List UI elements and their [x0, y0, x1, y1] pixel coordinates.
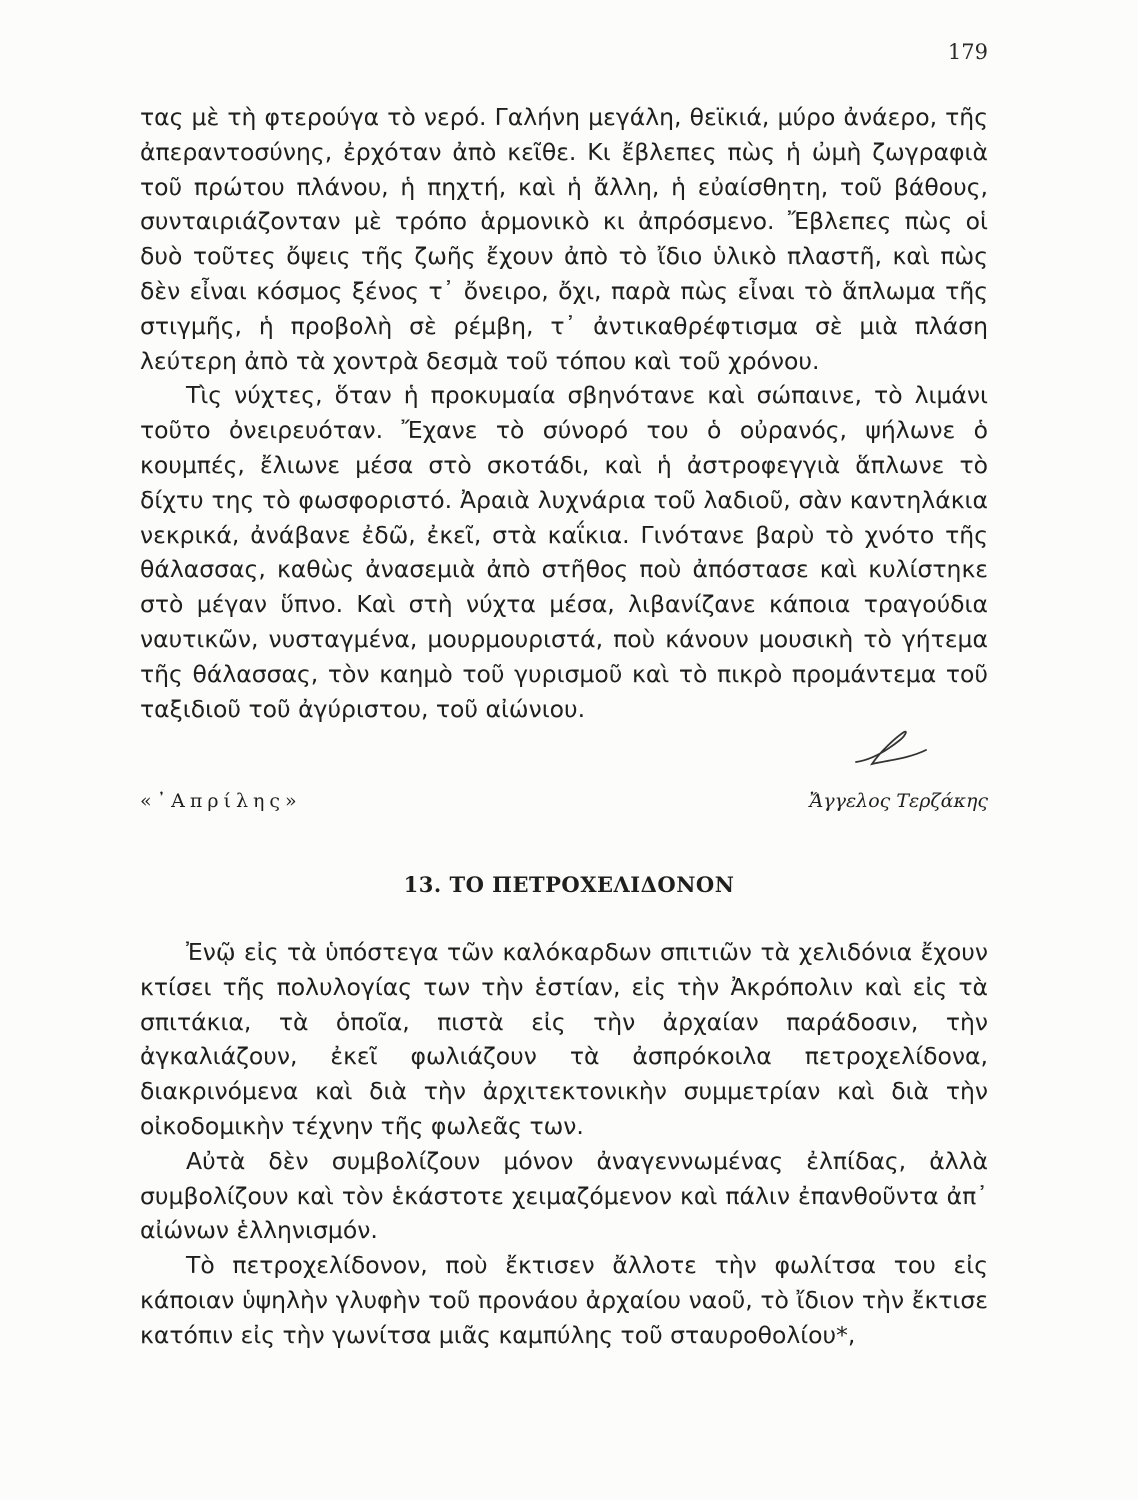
handwritten-mark-icon: [850, 722, 930, 772]
attribution-row: [140, 790, 988, 820]
top-text-block: [140, 100, 988, 726]
paragraph-1: τας μὲ τὴ φτερούγα τὸ νερό. Γαλήνη μεγάλη, θεϊκιά, μύρο ἀνάερο, τῆς ἀπεραντοσύνης, ἐρχόταν ἀπὸ κεῖθε. Κι ἔβλεπες πὼς ἡ ὠμὴ ζωγραφιὰ τοῦ πρώτου πλάνου, ἡ πηχτή, καὶ ἡ ἄλλη, ἡ εὐαίσθητη, τοῦ βάθους, συνταιριάζονταν μὲ τρόπο ἁρμονικὸ κι ἀπρόσμενο. Ἔβλεπες πὼς οἱ δυὸ τοῦτες ὄψεις τῆς ζωῆς ἔχουν ἀπὸ τὸ ἴδιο ὑλικὸ πλαστῆ, καὶ πὼς δὲν εἶναι κόσμος ξένος τ᾽ ὄνειρο, ὄχι, παρὰ πὼς εἶναι τὸ ἅπλωμα τῆς στιγμῆς, ἡ προβολὴ σὲ ρέμβη, τ᾽ ἀντικαθρέφτισμα σὲ μιὰ πλάση λεύτερη ἀπὸ τὰ χοντρὰ δεσμὰ τοῦ τόπου καὶ τοῦ χρόνου.: [140, 103, 988, 375]
section-title: 13. ΤΟ ΠΕΤΡΟΧΕΛΙΔΟΝΟΝ: [403, 872, 735, 897]
paragraph-4: Αὐτὰ δὲν συμβολίζουν μόνον ἀναγεννωμένας ἐλπίδας, ἀλλὰ συμβολίζουν καὶ τὸν ἑκάστοτε χειμαζόμενον καὶ πάλιν ἐπανθοῦντα ἀπ᾽ αἰώνων ἑλληνισμόν.: [140, 1146, 988, 1245]
bottom-text-block: [140, 935, 988, 1353]
page-number: 179: [947, 40, 988, 64]
paragraph-5: Τὸ πετροχελίδονον, ποὺ ἔκτισεν ἄλλοτε τὴν φωλίτσα του εἰς κάποιαν ὑψηλὴν γλυφὴν τοῦ προνάου ἀρχαίου ναοῦ, τὸ ἴδιον τὴν ἔκτισε κατόπιν εἰς τὴν γωνίτσα μιᾶς καμπύλης τοῦ σταυροθολίου*,: [140, 1251, 988, 1349]
paragraph-3: Ἐνῷ εἰς τὰ ὑπόστεγα τῶν καλόκαρδων σπιτιῶν τὰ χελιδόνια ἔχουν κτίσει τῆς πολυλογίας των τὴν ἑστίαν, εἰς τὴν Ἀκρόπολιν καὶ εἰς τὰ σπιτάκια, τὰ ὁποῖα, πιστὰ εἰς τὴν ἀρχαίαν παράδοσιν, τὴν ἀγκαλιάζουν, ἐκεῖ φωλιάζουν τὰ ἀσπρόκοιλα πετροχελίδονα, διακρινόμενα καὶ διὰ τὴν ἀρχιτεκτονικὴν συμμετρίαν καὶ διὰ τὴν οἰκοδομικὴν τέχνην τῆς φωλεᾶς των.: [140, 938, 988, 1140]
author-name: Ἄγγελος Τερζάκης: [809, 790, 988, 812]
source-title: «᾽Απρίλης»: [140, 790, 302, 812]
paragraph-2: Τὶς νύχτες, ὅταν ἡ προκυμαία σβηνότανε καὶ σώπαινε, τὸ λιμάνι τοῦτο ὀνειρευόταν. Ἔχανε τὸ σύνορό του ὁ οὐρανός, ψήλωνε ὁ κουμπές, ἔλιωνε μέσα στὸ σκοτάδι, καὶ ἡ ἀστροφεγγιὰ ἅπλωνε τὸ δίχτυ της τὸ φωσφοριστό. Ἀραιὰ λυχνάρια τοῦ λαδιοῦ, σὰν καντηλάκια νεκρικά, ἀνάβανε ἐδῶ, ἐκεῖ, στὰ καΐκια. Γινότανε βαρὺ τὸ χνότο τῆς θάλασσας, καθὼς ἀνασεμιὰ ἀπὸ στῆθος ποὺ ἀπόστασε καὶ κυλίστηκε στὸ μέγαν ὕπνο. Καὶ στὴ νύχτα μέσα, λιβανίζανε κάποια τραγούδια ναυτικῶν, νυσταγμένα, μουρμουριστά, ποὺ κάνουν μουσικὴ τὸ γήτεμα τῆς θάλασσας, τὸν καημὸ τοῦ γυρισμοῦ καὶ τὸ πικρὸ προμάντεμα τοῦ ταξιδιοῦ τοῦ ἀγύριστου, τοῦ αἰώνιου.: [140, 381, 988, 723]
